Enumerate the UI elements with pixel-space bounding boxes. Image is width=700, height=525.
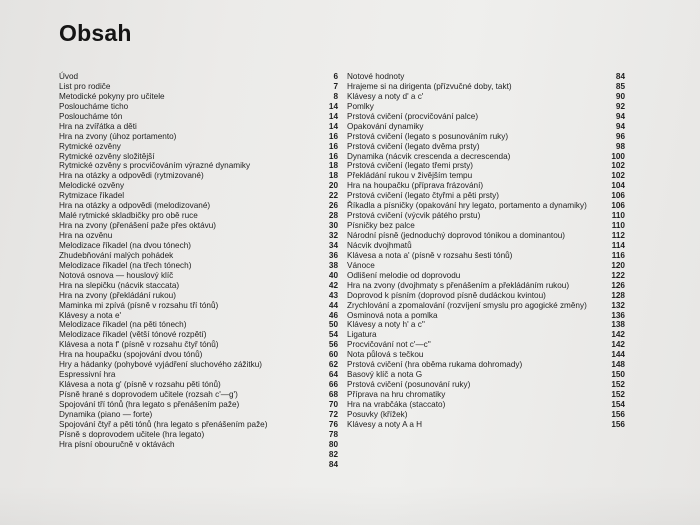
toc-entry-title: Rytmické ozvěny složitější	[59, 151, 155, 161]
toc-entry	[347, 171, 632, 181]
toc-entry	[57, 152, 338, 162]
toc-entry	[347, 281, 632, 291]
toc-entry-page: 110	[611, 221, 625, 231]
toc-entry-title: Hra na zvony (přenášení paže přes oktávu)	[59, 221, 217, 231]
toc-entry-page: 7	[333, 81, 338, 91]
toc-entry-title: Klávesa a nota a' (písně v rozsahu šesti tónů)	[347, 250, 513, 260]
toc-entry-title: Překládání rukou v živějším tempu	[347, 171, 473, 181]
toc-entry-page: 138	[611, 320, 625, 330]
toc-entry-page: 42	[328, 280, 338, 290]
toc-entry-title: Rytmické ozvěny s procvičováním výrazné dynamiky	[59, 161, 251, 171]
toc-entry-title: Hra na houpačku (spojování dvou tónů)	[59, 350, 203, 360]
toc-entry	[347, 241, 632, 251]
toc-entry-title: Melodické ozvěny	[59, 181, 125, 191]
toc-entry-page: 72	[328, 409, 338, 419]
toc-entry-page: 46	[328, 310, 338, 320]
toc-entry	[57, 142, 338, 152]
toc-entry-page: 152	[611, 390, 625, 399]
toc-entry-page: 16	[328, 151, 338, 161]
toc-entry	[57, 161, 338, 171]
toc-entry	[57, 112, 338, 122]
toc-entry-title: Rytmizace říkadel	[59, 191, 125, 201]
toc-entry-title: Prstová cvičení (procvičování palce)	[347, 111, 479, 121]
toc-entry	[57, 320, 338, 330]
toc-entry-page: 8	[333, 91, 338, 101]
toc-entry-page: 152	[611, 380, 625, 390]
toc-entry-page: 132	[611, 300, 625, 310]
toc-entry-title: Spojování tří tónů (hra legato s přenášením paže)	[59, 399, 240, 409]
toc-entry-title: List pro rodiče	[59, 81, 111, 91]
toc-entry	[57, 122, 338, 132]
toc-entry	[57, 102, 338, 112]
toc-entry-title: Úvod	[59, 72, 79, 81]
toc-entry-page: 144	[611, 350, 625, 360]
toc-entry-page: 43	[328, 290, 338, 300]
toc-entry-title: Notová osnova — houslový klíč	[59, 270, 174, 280]
toc-entry	[347, 211, 632, 221]
toc-entry-page: 136	[611, 310, 625, 320]
toc-entry-title: Klávesa a nota g' (písně v rozsahu pěti tónů)	[59, 380, 221, 390]
toc-entry-title: Metodické pokyny pro učitele	[59, 91, 165, 101]
toc-entry-title: Písničky bez palce	[347, 221, 415, 231]
toc-entry-title: Prstová cvičení (legato třemi prsty)	[347, 161, 474, 171]
toc-entry	[57, 132, 338, 142]
toc-entry-title: Posuvky (křížek)	[347, 409, 408, 419]
toc-entry-page: 114	[611, 240, 625, 250]
toc-entry-page: 122	[611, 270, 625, 280]
toc-entry-page: 14	[328, 101, 338, 111]
toc-entry	[57, 72, 338, 82]
toc-entry-page: 112	[611, 231, 625, 240]
toc-entry-title: Příprava na hru chromatiky	[347, 390, 446, 399]
toc-entry	[57, 380, 338, 390]
toc-entry-title: Posloucháme ticho	[59, 101, 129, 111]
toc-entry-page: 84	[615, 72, 625, 81]
toc-entry-page: 32	[328, 231, 338, 240]
toc-entry-title: Hrajeme si na dirigenta (přízvučné doby, takt)	[347, 81, 512, 91]
toc-entry-title: Melodizace říkadel (větší tónové rozpětí)	[59, 330, 207, 340]
toc-entry-page: 154	[611, 399, 625, 409]
toc-entry-page: 102	[611, 171, 625, 181]
toc-entry-page: 156	[611, 409, 625, 419]
toc-entry-title: Písně s doprovodem učitele (hra legato)	[59, 429, 205, 439]
toc-entry-title: Klávesy a noty A a H	[347, 419, 423, 429]
toc-entry-title: Pomlky	[347, 101, 374, 111]
toc-entry-title: Zrychlování a zpomalování (rozvíjení smyslu pro agogické změny)	[347, 300, 587, 310]
toc-entry-page: 62	[328, 360, 338, 370]
toc-entry-title: Prstová cvičení (hra oběma rukama dohromady)	[347, 360, 523, 370]
toc-entry-page: 38	[328, 260, 338, 270]
toc-entry-title: Opakování dynamiky	[347, 121, 424, 131]
toc-entry-page: 66	[328, 380, 338, 390]
toc-entry	[347, 340, 632, 350]
toc-entry-page: 16	[328, 131, 338, 141]
toc-entry-page: 18	[328, 171, 338, 181]
toc-entry	[347, 221, 632, 231]
toc-entry	[57, 460, 338, 470]
toc-entry	[347, 400, 632, 410]
toc-entry-title: Melodizace říkadel (na dvou tónech)	[59, 240, 191, 250]
toc-entry	[57, 271, 338, 281]
toc-entry	[347, 410, 632, 420]
toc-entry-page: 156	[611, 419, 625, 429]
toc-entry-page: 80	[328, 439, 338, 449]
toc-entry-page: 142	[611, 340, 625, 350]
toc-entry-title: Ligatura	[347, 330, 377, 340]
toc-entry-page: 36	[328, 250, 338, 260]
toc-entry	[57, 291, 338, 301]
toc-entry-page: 56	[328, 340, 338, 350]
page-shadow	[0, 485, 700, 525]
toc-entry	[347, 301, 632, 311]
toc-entry	[57, 171, 338, 181]
toc-entry-title: Espressivní hra	[59, 370, 116, 380]
toc-entry-page: 70	[328, 399, 338, 409]
toc-entry-title: Prstová cvičení (legato čtyřmi a pěti prsty)	[347, 191, 499, 201]
toc-entry	[347, 311, 632, 321]
toc-entry-title: Odlišení melodie od doprovodu	[347, 270, 461, 280]
toc-entry-page: 106	[611, 201, 625, 211]
toc-entry-page: 94	[615, 121, 625, 131]
toc-entry	[347, 152, 632, 162]
toc-entry-page: 92	[615, 101, 625, 111]
toc-entry	[347, 72, 632, 82]
toc-entry	[57, 410, 338, 420]
toc-entry-title: Klávesy a nota e'	[59, 310, 122, 320]
toc-entry	[347, 380, 632, 390]
toc-entry-title: Osminová nota a pomlka	[347, 310, 438, 320]
toc-entry	[57, 191, 338, 201]
toc-entry	[347, 122, 632, 132]
toc-entry	[57, 211, 338, 221]
toc-entry-title: Klávesy a noty h' a c''	[347, 320, 425, 330]
toc-entry-page: 34	[328, 240, 338, 250]
toc-entry-page: 142	[611, 330, 625, 340]
toc-entry	[57, 181, 338, 191]
toc-entry	[347, 102, 632, 112]
toc-entry	[57, 311, 338, 321]
toc-entry	[57, 430, 338, 440]
toc-entry-title: Říkadla a písničky (opakování hry legato, portamento a dynamiky)	[347, 201, 587, 211]
toc-entry	[57, 340, 338, 350]
toc-entry	[57, 251, 338, 261]
toc-entry-title: Prstová cvičení (výcvik pátého prstu)	[347, 211, 481, 221]
toc-entry-title: Prstová cvičení (legato s posunováním ruky)	[347, 131, 509, 141]
toc-entry-title: Hra na zvířátka a děti	[59, 121, 137, 131]
toc-entry-title: Procvičování not c'—c''	[347, 340, 431, 350]
toc-entry	[347, 92, 632, 102]
toc-entry-page: 94	[615, 111, 625, 121]
toc-entry-page: 102	[611, 161, 625, 171]
toc-entry	[57, 400, 338, 410]
toc-entry	[57, 241, 338, 251]
toc-entry-title: Hra na vrabčáka (staccato)	[347, 399, 446, 409]
toc-entry-title: Posloucháme tón	[59, 111, 123, 121]
toc-left-column	[57, 72, 338, 470]
toc-entry-title: Melodizace říkadel (na třech tónech)	[59, 260, 192, 270]
toc-entry-page: 50	[328, 320, 338, 330]
toc-entry-title: Doprovod k písním (doprovod písně dudáckou kvintou)	[347, 290, 546, 300]
toc-entry	[347, 231, 632, 241]
toc-entry-title: Spojování čtyř a pěti tónů (hra legato s přenášením paže)	[59, 419, 268, 429]
toc-entry-page: 28	[328, 211, 338, 221]
toc-entry-page: 60	[328, 350, 338, 360]
toc-entry	[57, 440, 338, 450]
toc-entry-title: Hra na ozvěnu	[59, 231, 113, 240]
toc-entry-page: 14	[328, 111, 338, 121]
toc-entry-title: Klávesa a nota f' (písně v rozsahu čtyř tónů)	[59, 340, 219, 350]
toc-right-column	[347, 72, 632, 430]
toc-entry-title: Nácvik dvojhmatů	[347, 240, 412, 250]
toc-entry	[347, 350, 632, 360]
toc-entry-title: Melodizace říkadel (na pěti tónech)	[59, 320, 187, 330]
toc-entry	[347, 201, 632, 211]
toc-entry	[347, 132, 632, 142]
toc-entry	[57, 221, 338, 231]
toc-entry-page: 54	[328, 330, 338, 340]
toc-entry	[347, 291, 632, 301]
toc-entry-title: Malé rytmické skladbičky pro obě ruce	[59, 211, 198, 221]
toc-entry-page: 44	[328, 300, 338, 310]
toc-entry-title: Hra písní obouručně v oktávách	[59, 439, 175, 449]
toc-entry-page: 22	[328, 191, 338, 201]
toc-entry	[57, 450, 338, 460]
toc-entry	[57, 301, 338, 311]
toc-entry-page: 98	[615, 141, 625, 151]
toc-entry-page: 150	[611, 370, 625, 380]
toc-entry-page: 68	[328, 390, 338, 399]
toc-entry	[347, 251, 632, 261]
toc-entry-title: Hra na zvony (překládání rukou)	[59, 290, 176, 300]
toc-entry	[347, 271, 632, 281]
toc-entry-title: Hra na zvony (úhoz portamento)	[59, 131, 177, 141]
toc-entry	[57, 231, 338, 241]
toc-entry-title: Maminka mi zpívá (písně v rozsahu tří tónů)	[59, 300, 219, 310]
toc-entry-title: Národní písně (jednoduchý doprovod tónikou a dominantou)	[347, 231, 566, 240]
toc-entry-page: 96	[615, 131, 625, 141]
toc-entry-page: 90	[615, 91, 625, 101]
toc-entry-title: Basový klíč a nota G	[347, 370, 423, 380]
toc-entry	[57, 261, 338, 271]
toc-entry-title: Písně hrané s doprovodem učitele (rozsah c'—g')	[59, 390, 238, 399]
toc-entry-title: Prstová cvičení (legato dvěma prsty)	[347, 141, 480, 151]
toc-entry-page: 40	[328, 270, 338, 280]
toc-entry	[57, 370, 338, 380]
toc-entry-title: Hra na otázky a odpovědi (rytmizované)	[59, 171, 204, 181]
toc-entry	[57, 82, 338, 92]
toc-entry-page: 76	[328, 419, 338, 429]
toc-entry	[347, 142, 632, 152]
toc-entry-page: 84	[328, 459, 338, 469]
toc-entry	[347, 261, 632, 271]
toc-entry-page: 104	[611, 181, 625, 191]
toc-entry-page: 106	[611, 191, 625, 201]
toc-entry	[57, 420, 338, 430]
toc-entry	[57, 201, 338, 211]
toc-entry-title: Rytmické ozvěny	[59, 141, 121, 151]
toc-entry	[347, 191, 632, 201]
toc-entry-title: Zhudebňování malých pohádek	[59, 250, 174, 260]
toc-entry-page: 16	[328, 141, 338, 151]
toc-entry-title: Hra na houpačku (příprava frázování)	[347, 181, 484, 191]
toc-entry-page: 14	[328, 121, 338, 131]
toc-entry	[57, 350, 338, 360]
toc-entry-page: 26	[328, 201, 338, 211]
toc-entry	[347, 360, 632, 370]
toc-entry-title: Hra na zvony (dvojhmaty s přenášením a překládáním rukou)	[347, 280, 570, 290]
toc-entry-title: Prstová cvičení (posunování ruky)	[347, 380, 471, 390]
toc-entry-page: 126	[611, 280, 625, 290]
toc-entry-page: 85	[615, 81, 625, 91]
toc-entry	[57, 360, 338, 370]
toc-entry-page: 100	[611, 151, 625, 161]
toc-entry	[347, 82, 632, 92]
toc-entry-page: 120	[611, 260, 625, 270]
toc-entry-page: 82	[328, 449, 338, 459]
toc-entry	[347, 370, 632, 380]
toc-entry	[57, 92, 338, 102]
toc-entry-page: 18	[328, 161, 338, 171]
toc-entry-title: Klávesy a noty d' a c'	[347, 91, 424, 101]
toc-entry-title: Dynamika (nácvik crescenda a decrescenda)	[347, 151, 511, 161]
toc-entry	[347, 330, 632, 340]
toc-entry	[347, 390, 632, 400]
toc-entry-title: Vánoce	[347, 260, 375, 270]
toc-entry-title: Hry a hádanky (pohybové vyjádření sluchového zážitku)	[59, 360, 262, 370]
toc-entry	[57, 390, 338, 400]
toc-entry-title: Notové hodnoty	[347, 72, 405, 81]
toc-entry	[347, 181, 632, 191]
toc-entry-page: 148	[611, 360, 625, 370]
toc-entry	[347, 420, 632, 430]
toc-entry	[347, 161, 632, 171]
toc-entry-page: 6	[333, 72, 338, 81]
toc-entry-page: 128	[611, 290, 625, 300]
toc-entry	[57, 330, 338, 340]
toc-entry-title: Dynamika (piano — forte)	[59, 409, 153, 419]
toc-entry	[347, 112, 632, 122]
toc-entry-page: 20	[328, 181, 338, 191]
toc-entry-title: Hra na otázky a odpovědi (melodizované)	[59, 201, 211, 211]
toc-entry-page: 110	[611, 211, 625, 221]
toc-entry-page: 78	[328, 429, 338, 439]
toc-entry-page: 64	[328, 370, 338, 380]
toc-entry	[347, 320, 632, 330]
toc-entry-page: 30	[328, 221, 338, 231]
toc-entry-title: Hra na slepičku (nácvik staccata)	[59, 280, 180, 290]
toc-entry	[57, 281, 338, 291]
toc-entry-page: 116	[611, 250, 625, 260]
toc-entry-title: Nota půlová s tečkou	[347, 350, 424, 360]
page-title: Obsah	[59, 20, 132, 46]
